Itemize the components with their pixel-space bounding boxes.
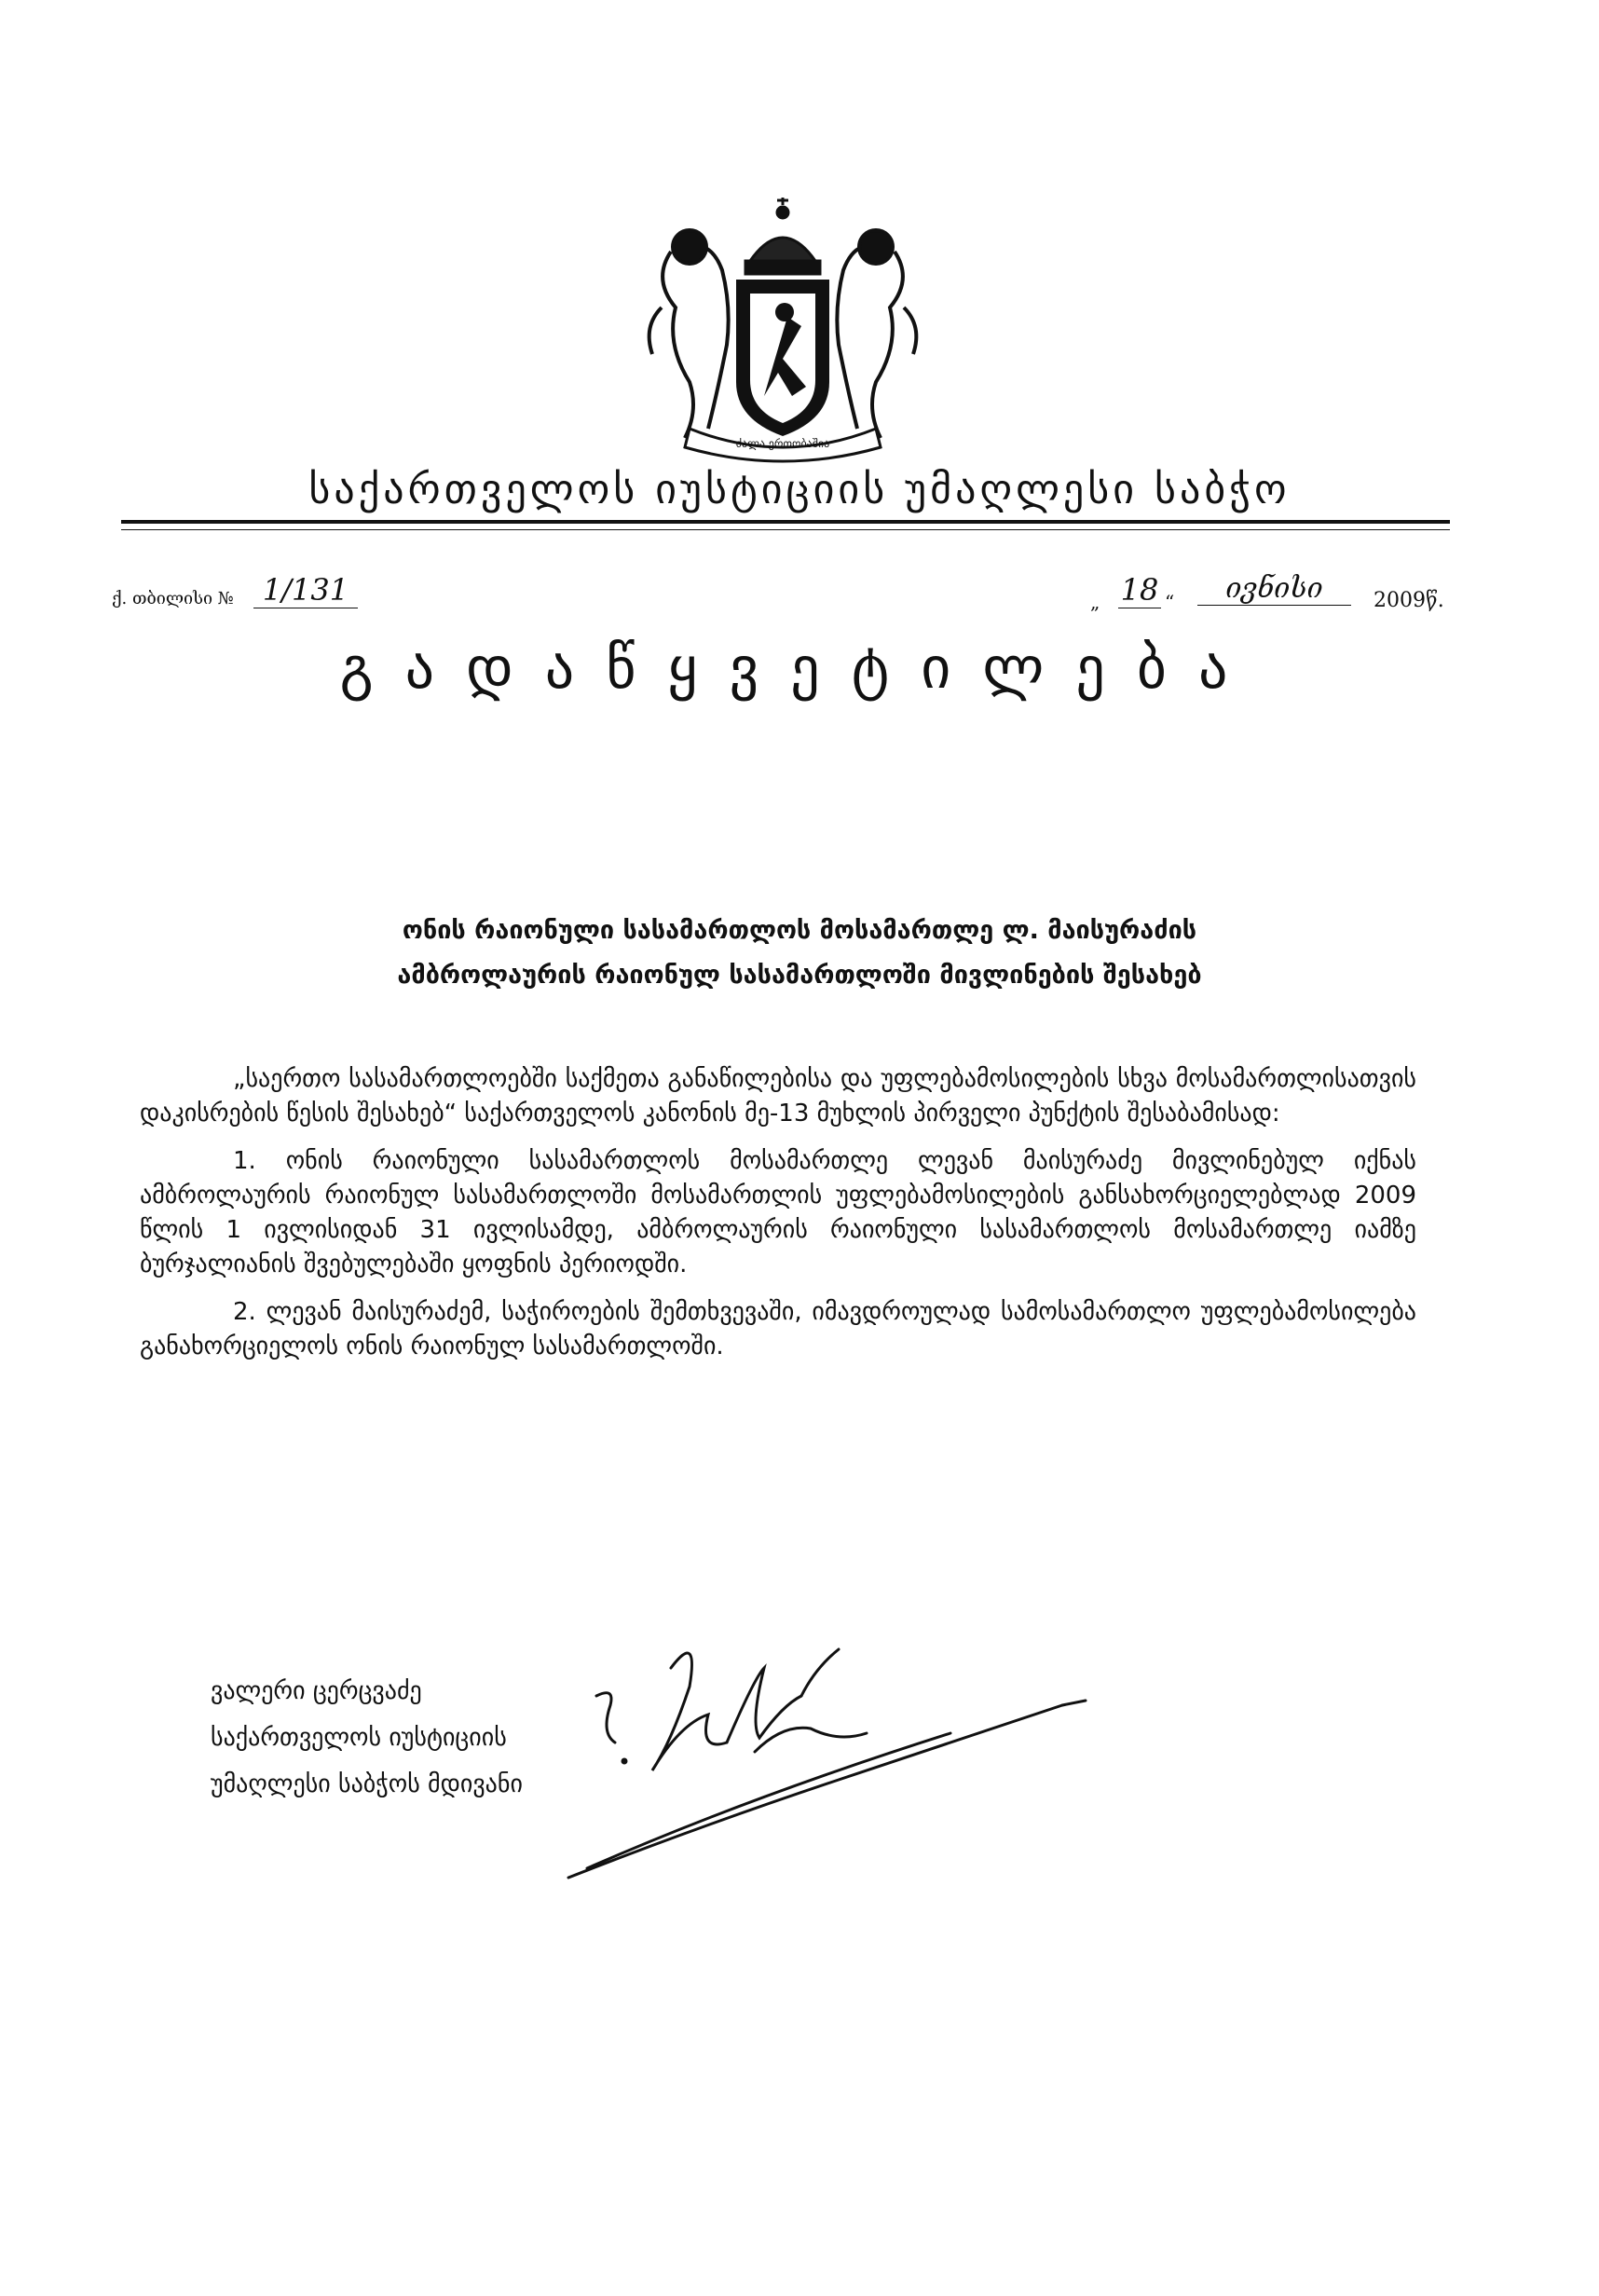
date-month: ივნისი bbox=[1197, 572, 1351, 606]
body-paragraph-preamble: „საერთო სასამართლოებში საქმეთა განაწილებისა და უფლებამოსილების სხვა მოსამართლისათვის დაკისრების წესის შესახებ“ საქართველოს კანონის მე-13 მუხლის პირველი პუნქტის შესაბამისად: bbox=[140, 1065, 1416, 1128]
emblem-motto: ძალა ერთობაშია bbox=[735, 437, 830, 450]
body-paragraph-item-2: 2. ლევან მაისურაძემ, საჭიროების შემთხვევაში, იმავდროულად სამოსამართლო უფლებამოსილება განახორციელოს ონის რაიონულ სასამართლოში. bbox=[140, 1298, 1416, 1360]
date-quote-close: “ bbox=[1165, 591, 1175, 613]
subject-line-2: ამბროლაურის რაიონულ სასამართლოში მივლინების შესახებ bbox=[397, 961, 1202, 990]
left-lion-icon bbox=[649, 230, 729, 438]
header-rule-thin bbox=[121, 529, 1450, 530]
crown-icon bbox=[745, 198, 820, 274]
institution-title: საქართველოს იუსტიციის უმაღლესი საბჭო bbox=[308, 466, 1291, 513]
subject-line-1: ონის რაიონული სასამართლოს მოსამართლე ლ. მაისურაძის bbox=[402, 916, 1197, 945]
right-lion-icon bbox=[837, 230, 916, 438]
document-number-value: 1/131 bbox=[253, 572, 358, 608]
handwritten-signature bbox=[559, 1612, 1100, 1892]
coat-of-arms-emblem bbox=[634, 196, 932, 466]
signatory-block bbox=[211, 1668, 523, 1808]
date-year: 2009წ. bbox=[1374, 589, 1444, 612]
signatory-title-line-1: საქართველოს იუსტიციის bbox=[211, 1724, 507, 1752]
document-date bbox=[1090, 572, 1463, 619]
document-type-heading: გადაწყვეტილება bbox=[339, 634, 1260, 702]
header-rule-thick bbox=[121, 520, 1450, 524]
date-quote-open: „ bbox=[1090, 591, 1100, 613]
signatory-title-line-2: უმაღლესი საბჭოს მდივანი bbox=[211, 1770, 523, 1798]
body-paragraph-item-1: 1. ონის რაიონული სასამართლოს მოსამართლე ლევან მაისურაძე მივლინებულ იქნას ამბროლაურის რაიონულ სასამართლოში მოსამართლის უფლებამოსილების განსახორციელებლად 2009 წლის 1 ივლისიდან 31 ივლისამდე, ამბროლაურის რაიონული სასამართლოს მოსამართლე იამზე ბურჯალიანის შვებულებაში ყოფნის პერიოდში. bbox=[140, 1147, 1416, 1278]
document-subject bbox=[186, 909, 1413, 998]
document-number-label: ქ. თბილისი № bbox=[112, 589, 234, 608]
document-body bbox=[140, 1062, 1416, 1377]
signatory-name: ვალერი ცერცვაძე bbox=[211, 1677, 422, 1705]
date-day: 18 bbox=[1118, 572, 1161, 608]
shield-icon bbox=[736, 280, 829, 436]
